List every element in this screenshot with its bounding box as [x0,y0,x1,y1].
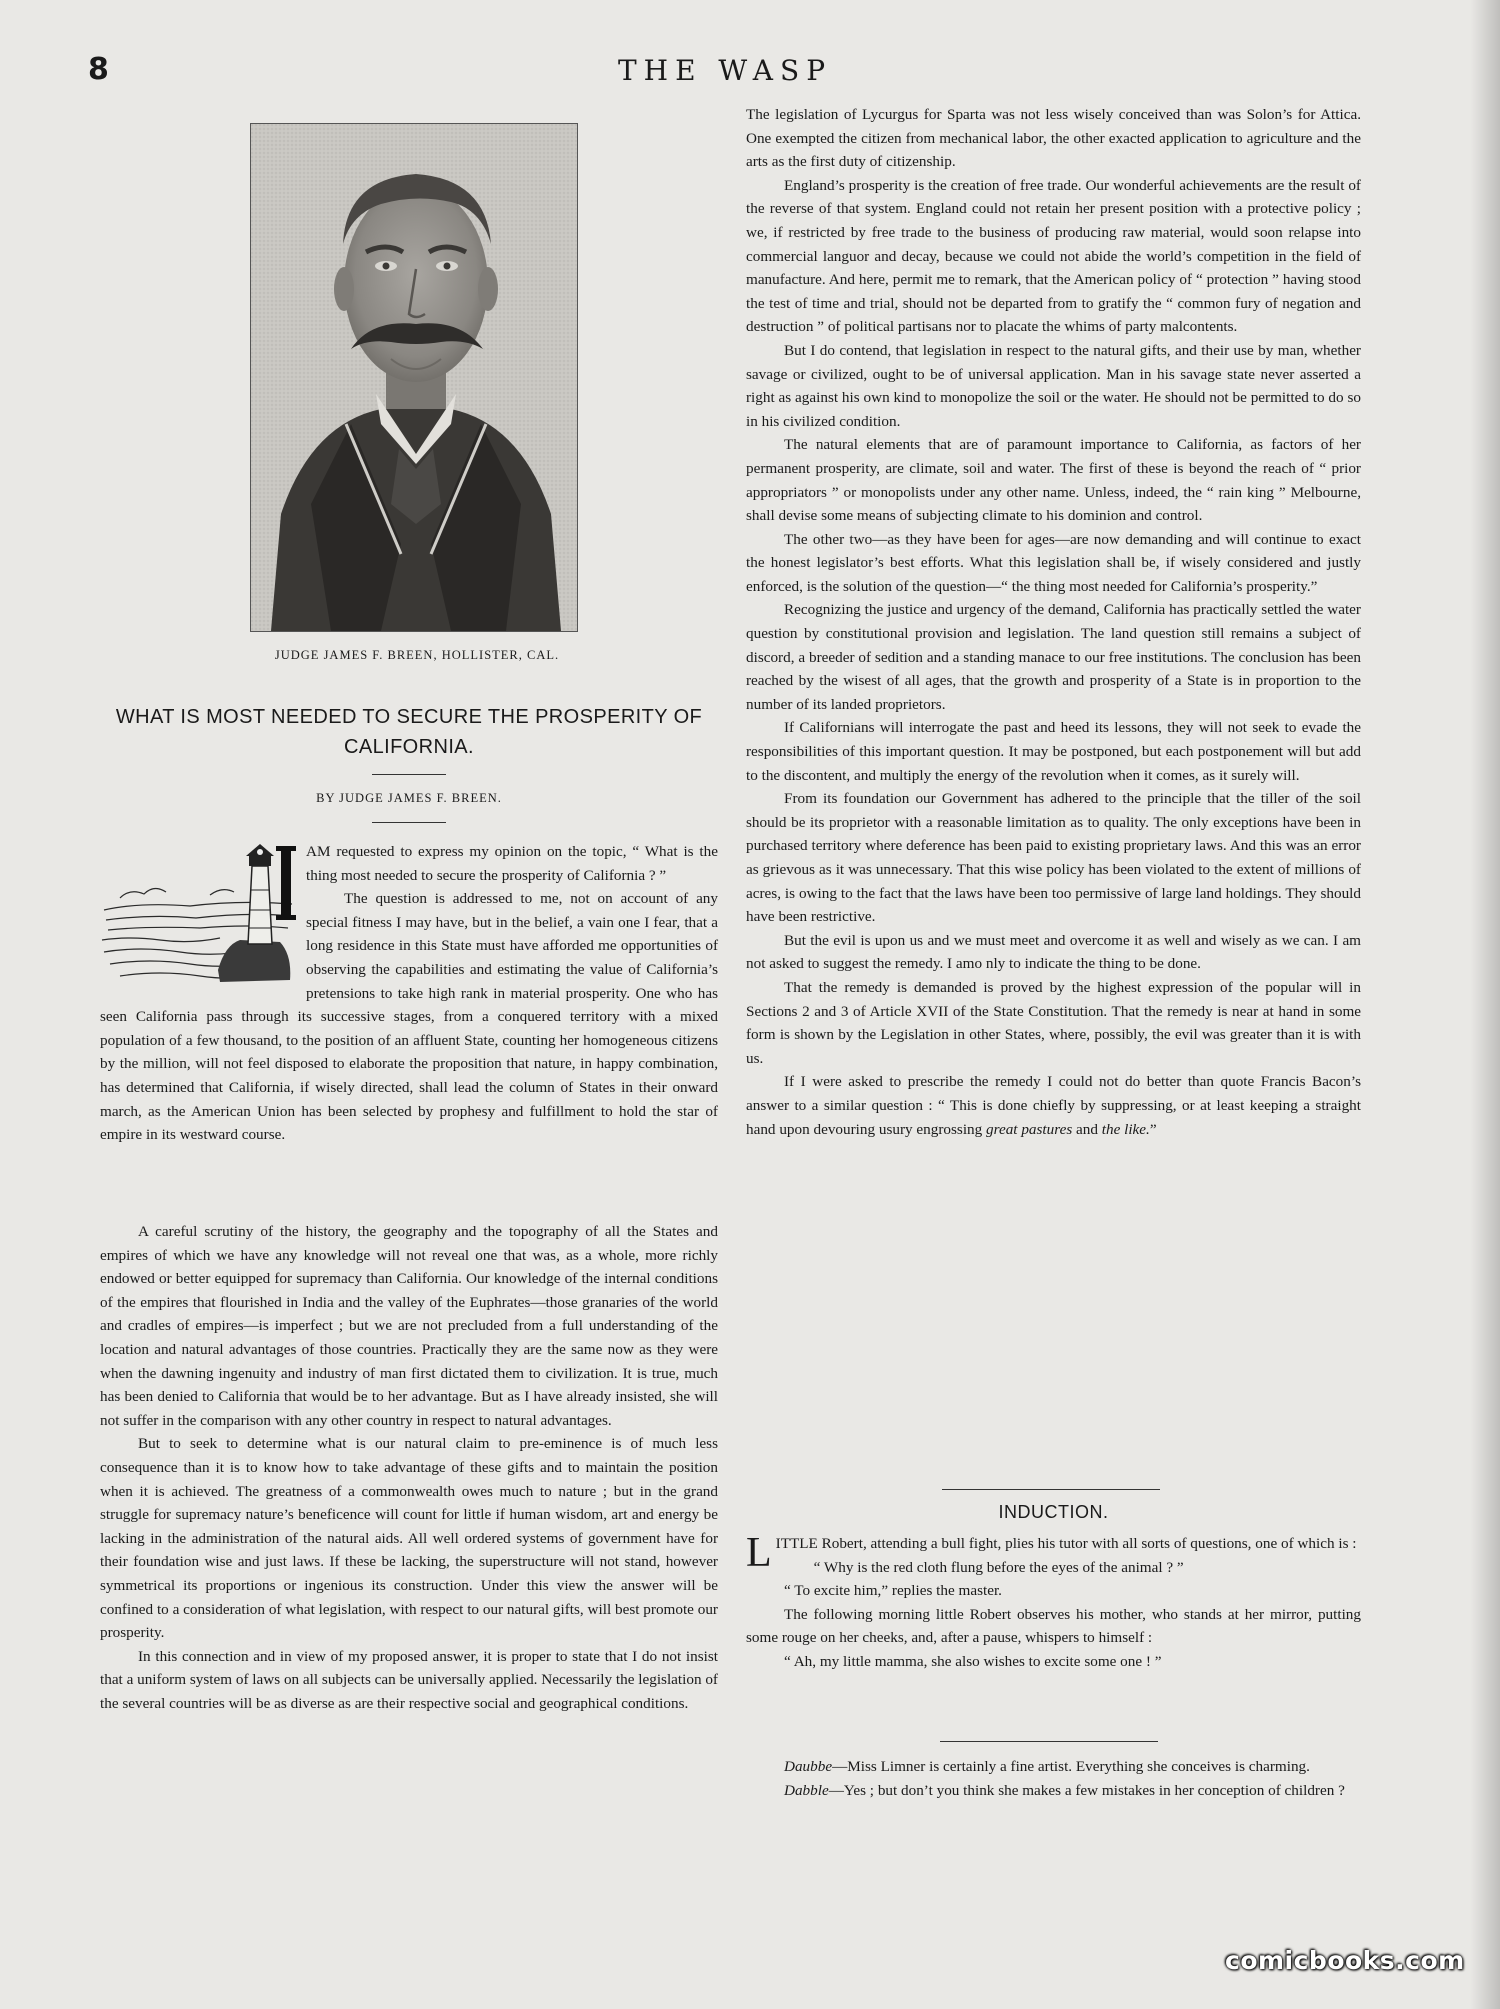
section-rule [940,1741,1158,1742]
page-number: 8 [88,52,109,87]
right-paragraph: The other two—as they have been for ages—are now demanding and will continue to exact the honest legislator’s best efforts. What this legislation shall be, if wisely considered and justly enforced, is the solution of the question—“ the thing most needed for California’s prosperity.” [746,530,1361,595]
speaker-name: Dabble [784,1781,829,1799]
portrait-caption: JUDGE JAMES F. BREEN, HOLLISTER, CAL. [274,648,560,662]
right-paragraph: The legislation of Lycurgus for Sparta was not less wisely conceived than was Solon’s for Attica. One exempted the citizen from mechanical labor, the other exacted application to agriculture and the arts as the first duty of citizenship. [746,106,1361,171]
left-paragraph: In this connection and in view of my proposed answer, it is proper to state that I do not insist that a uniform system of laws on all subjects can be universally applied. Necessarily the legislation of the several countries will be as diverse as are their respective social and geographical conditions. [100,1647,718,1712]
watermark: comicbooks.com [1225,1946,1465,1975]
closing-italic: the like. [1101,1120,1150,1138]
left-paragraph: But to seek to determine what is our natural claim to pre-eminence is of much less consequence than it is to know how to take advantage of these gifts and to maintain the position when it is achieved. The greatness of a commonwealth owes much to nature ; but in the grand struggle for supremacy nature’s beneficence will count for little if human wisdom, art and energy be lacking in the administration of the natural aids. All well ordered systems of government have for their foundation wise and just laws. If these be lacking, the superstructure will not stand, however symmetrical its proportions or ingenious its construction. Under this view the answer will be confined to a consideration of what legislation, with respect to our natural gifts, will best promote our prosperity. [100,1435,718,1642]
lighthouse-vignette [100,840,296,990]
speaker-name: Daubbe [784,1758,833,1775]
right-paragraph: England’s prosperity is the creation of free trade. Our wonderful achievements are the result of the reverse of that system. England could not retain her present position with a protective policy ; we, if restricted by free trade to the business of producing raw material, would soon relapse into commercial languor and decay, because we could not abide the world’s competition in the field of manufacture. And here, permit me to remark, that the American policy of “ protection ” having stood the test of time and trial, should not be departed from to gratify the “ common fury of negation and destruction ” of political partisans nor to placate the whims of party malcontents. [746,176,1361,336]
dialog-line [746,1755,1361,1779]
induction-line: “ Why is the red cloth flung before the eyes of the animal ? ” [813,1558,1184,1576]
byline-rule [372,822,446,823]
closing-italic: great pastures [986,1120,1073,1138]
dialog-line [746,1779,1361,1803]
right-paragraph: That the remedy is demanded is proved by the highest expression of the popular will in Sections 2 and 3 of Article XVII of the State Constitution. That the remedy is near at hand in some form is shown by the Legislation in other States, where, possibly, the evil was greater than it is with us. [746,978,1361,1067]
closing-quote: ” [1149,1120,1157,1138]
drop-cap: L [746,1530,772,1576]
portrait-photo [250,123,578,632]
page-edge-shadow [1470,0,1500,2009]
right-paragraph: But I do contend, that legislation in respect to the natural gifts, and their use by man, whether savage or civilized, ought to be of universal application. Man in his savage state never asserted a right as against his own kind to monopolize the soil or the water. He should not be permitted to do so in his civilized condition. [746,341,1361,430]
masthead: THE WASP [617,54,833,87]
dialog-column [746,1755,1361,1802]
induction-line: “ Ah, my little mamma, she also wishes to excite some one ! ” [784,1652,1162,1670]
left-paragraph: A careful scrutiny of the history, the geography and the topography of all the States and empires of which we have any knowledge will not reveal one that was, as a whole, more richly endowed or better equipped for supremacy than California. Our knowledge of the internal conditions of the empires that flourished in India and the valley of the Euphrates—those granaries of the world and cradles of empires—is imperfect ; but we are not precluded from a full understanding of the location and natural advantages of those countries. Practically they are the same now as they were when the dawning ingenuity and industry of man first dictated them to civilization. It is true, much has been denied to California that would be to her advantage. But as I have already insisted, she will not suffer in the comparison with any other country in respect to natural advantages. [100,1223,718,1429]
induction-column [746,1532,1361,1674]
title-rule [372,774,446,775]
dialog-text: —Yes ; but don’t you think she makes a few mistakes in her conception of children ? [828,1781,1345,1799]
closing-text: If I were asked to prescribe the remedy I could not do better than quote Francis Bacon’s answer to a similar question : “ This is done chiefly by suppressing, or at least keeping a straight hand upon devouring usury engrossing [746,1073,1361,1138]
closing-paragraph [746,1070,1361,1141]
left-column [100,1220,718,1715]
induction-first-text: ITTLE Robert, attending a bull fight, plies his tutor with all sorts of questions, one of which is : [775,1535,1357,1552]
induction-line: The following morning little Robert observes his mother, who stands at her mirror, putting some rouge on her cheeks, and, after a pause, whispers to himself : [746,1605,1361,1647]
intro-paragraph-1: AM requested to express my opinion on the topic, “ What is the thing most needed to secure the prosperity of California ? ” [306,843,718,884]
article-byline: BY JUDGE JAMES F. BREEN. [316,791,502,805]
induction-title: INDUCTION. [998,1502,1109,1522]
right-paragraph: From its foundation our Government has adhered to the principle that the tiller of the soil should be its proprietor with a reasonable limitation as to quality. The only exceptions have been in purchased territory where deference has been paid to existing proprietary laws. And this was an error as grievous as it was unnecessary. That this wise policy has been violated to the extent of millions of acres, is owing to the fact that the laws have been too permissive of large land holdings. They should have been restrictive. [746,790,1361,926]
dialog-text: —Miss Limner is certainly a fine artist. Everything she conceives is charming. [832,1758,1310,1775]
article-title: WHAT IS MOST NEEDED TO SECURE THE PROSPERITY OF CALIFORNIA. [115,706,703,758]
article-intro [100,840,718,1147]
portrait-illustration [251,124,577,631]
right-paragraph: If Californians will interrogate the past and heed its lessons, they will not seek to evade the responsibilities of this important question. It may be postponed, but each postponement will but add to the discontent, and multiply the energy of the revolution when it comes, as it surely will. [746,719,1361,784]
section-rule [942,1489,1160,1490]
closing-and: and [1076,1120,1098,1138]
right-paragraph: Recognizing the justice and urgency of the demand, California has practically settled the water question by constitutional provision and legislation. The land question still remains a subject of discord, a breeder of sedition and a standing manace to our free institutions. The conclusion has been reached by the wisest of all ages, that the growth and prosperity of a State is in proportion to the number of its landed proprietors. [746,601,1361,713]
right-column [746,103,1361,1141]
right-paragraph: The natural elements that are of paramount importance to California, as factors of her permanent prosperity, are climate, soil and water. The first of these is beyond the reach of “ prior appropriators ” or monopolists under any other name. Unless, indeed, the “ rain king ” Melbourne, shall devise some means of subjecting climate to his dominion and control. [746,436,1361,525]
induction-line: “ To excite him,” replies the master. [784,1582,1002,1600]
right-paragraph: But the evil is upon us and we must meet and overcome it as well and wisely as we can. I am not asked to suggest the remedy. I amo nly to indicate the thing to be done. [746,931,1361,973]
intro-paragraph-2: The question is addressed to me, not on account of any special fitness I may have, but in the belief, a vain one I fear, that a long residence in this State must have afforded me opportunities of observing the capabilities and estimating the value of California’s pretensions to take high rank in material prosperity. One who has seen California pass through its successive stages, from a conquered territory with a mixed population of a few thousand, to the position of an affluent State, counting her homogeneous citizens by the million, will not feel disposed to elaborate the proposition that nature, in happy combination, has determined that California, if wisely directed, shall lead the column of States in their onward march, as the American Union has been selected by prophesy and fulfillment to hold the star of empire in its westward course. [100,890,718,1144]
